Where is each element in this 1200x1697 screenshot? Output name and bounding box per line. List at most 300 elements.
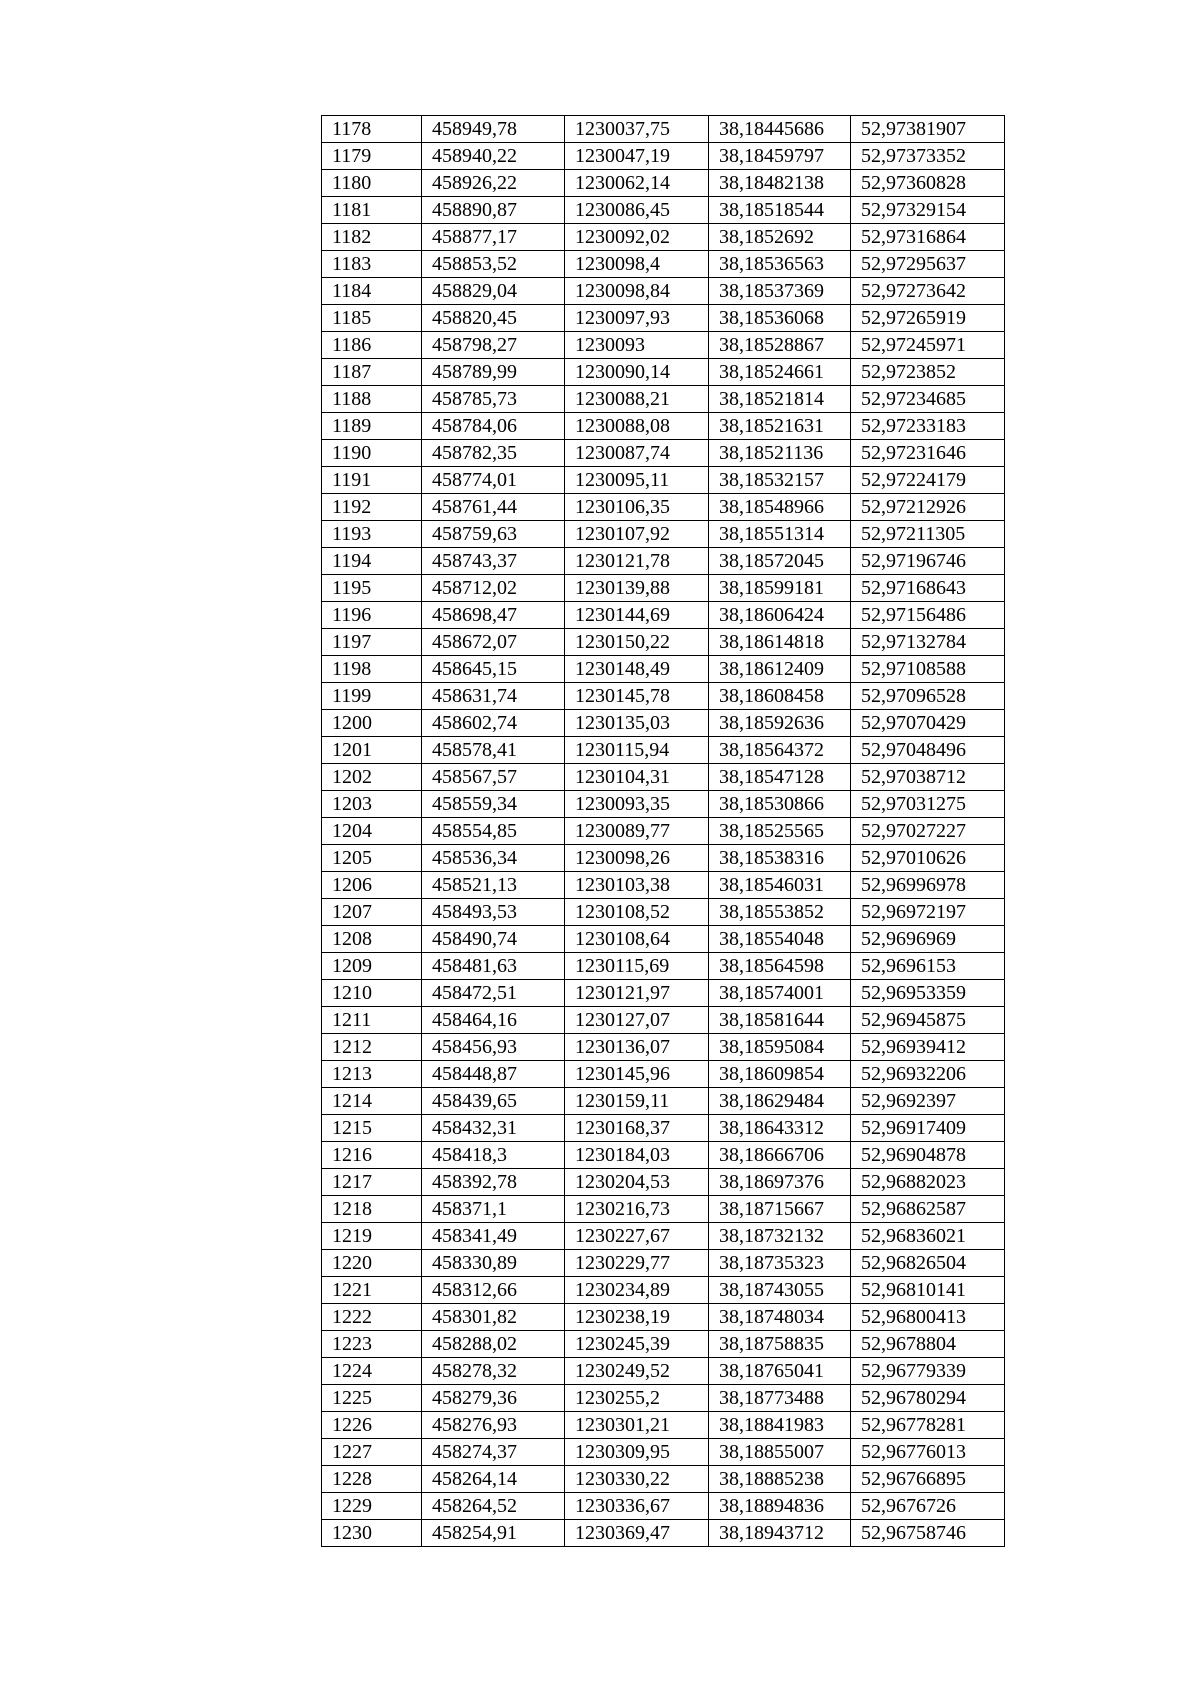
latitude-cell: 52,97265919: [851, 305, 1005, 332]
latitude-cell: 52,9692397: [851, 1088, 1005, 1115]
x-coordinate-cell: 458472,51: [422, 980, 565, 1007]
y-coordinate-cell: 1230108,64: [565, 926, 709, 953]
latitude-cell: 52,97027227: [851, 818, 1005, 845]
latitude-cell: 52,96810141: [851, 1277, 1005, 1304]
x-coordinate-cell: 458456,93: [422, 1034, 565, 1061]
latitude-cell: 52,96766895: [851, 1466, 1005, 1493]
longitude-cell: 38,18525565: [709, 818, 851, 845]
longitude-cell: 38,18758835: [709, 1331, 851, 1358]
table-row: [322, 1520, 1005, 1547]
table-row: [322, 1088, 1005, 1115]
latitude-cell: 52,97108588: [851, 656, 1005, 683]
point-number-cell: 1194: [322, 548, 422, 575]
table-row: [322, 764, 1005, 791]
longitude-cell: 38,1852692: [709, 224, 851, 251]
longitude-cell: 38,18612409: [709, 656, 851, 683]
y-coordinate-cell: 1230047,19: [565, 143, 709, 170]
point-number-cell: 1228: [322, 1466, 422, 1493]
y-coordinate-cell: 1230145,78: [565, 683, 709, 710]
y-coordinate-cell: 1230093: [565, 332, 709, 359]
longitude-cell: 38,18735323: [709, 1250, 851, 1277]
longitude-cell: 38,18595084: [709, 1034, 851, 1061]
table-row: [322, 1115, 1005, 1142]
x-coordinate-cell: 458743,37: [422, 548, 565, 575]
table-row: [322, 1358, 1005, 1385]
longitude-cell: 38,18530866: [709, 791, 851, 818]
longitude-cell: 38,18528867: [709, 332, 851, 359]
latitude-cell: 52,97231646: [851, 440, 1005, 467]
x-coordinate-cell: 458264,52: [422, 1493, 565, 1520]
table-row: [322, 737, 1005, 764]
latitude-cell: 52,97196746: [851, 548, 1005, 575]
x-coordinate-cell: 458341,49: [422, 1223, 565, 1250]
x-coordinate-cell: 458853,52: [422, 251, 565, 278]
longitude-cell: 38,18459797: [709, 143, 851, 170]
table-row: [322, 197, 1005, 224]
table-row: [322, 332, 1005, 359]
point-number-cell: 1208: [322, 926, 422, 953]
x-coordinate-cell: 458418,3: [422, 1142, 565, 1169]
table-row: [322, 143, 1005, 170]
coordinates-table: [321, 115, 1005, 1547]
latitude-cell: 52,97168643: [851, 575, 1005, 602]
longitude-cell: 38,18521631: [709, 413, 851, 440]
table-row: [322, 872, 1005, 899]
table-row: [322, 251, 1005, 278]
x-coordinate-cell: 458789,99: [422, 359, 565, 386]
table-row: [322, 1223, 1005, 1250]
latitude-cell: 52,97245971: [851, 332, 1005, 359]
y-coordinate-cell: 1230106,35: [565, 494, 709, 521]
y-coordinate-cell: 1230150,22: [565, 629, 709, 656]
point-number-cell: 1203: [322, 791, 422, 818]
latitude-cell: 52,96758746: [851, 1520, 1005, 1547]
x-coordinate-cell: 458493,53: [422, 899, 565, 926]
x-coordinate-cell: 458554,85: [422, 818, 565, 845]
longitude-cell: 38,18715667: [709, 1196, 851, 1223]
longitude-cell: 38,18748034: [709, 1304, 851, 1331]
y-coordinate-cell: 1230093,35: [565, 791, 709, 818]
y-coordinate-cell: 1230086,45: [565, 197, 709, 224]
table-row: [322, 413, 1005, 440]
point-number-cell: 1185: [322, 305, 422, 332]
table-row: [322, 1493, 1005, 1520]
latitude-cell: 52,9676726: [851, 1493, 1005, 1520]
table-row: [322, 467, 1005, 494]
table-row: [322, 278, 1005, 305]
table-row: [322, 170, 1005, 197]
longitude-cell: 38,18572045: [709, 548, 851, 575]
point-number-cell: 1181: [322, 197, 422, 224]
x-coordinate-cell: 458645,15: [422, 656, 565, 683]
table-row: [322, 926, 1005, 953]
point-number-cell: 1212: [322, 1034, 422, 1061]
table-row: [322, 602, 1005, 629]
longitude-cell: 38,18532157: [709, 467, 851, 494]
longitude-cell: 38,18518544: [709, 197, 851, 224]
y-coordinate-cell: 1230121,97: [565, 980, 709, 1007]
x-coordinate-cell: 458371,1: [422, 1196, 565, 1223]
latitude-cell: 52,97233183: [851, 413, 1005, 440]
longitude-cell: 38,18564372: [709, 737, 851, 764]
x-coordinate-cell: 458698,47: [422, 602, 565, 629]
table-row: [322, 548, 1005, 575]
x-coordinate-cell: 458448,87: [422, 1061, 565, 1088]
x-coordinate-cell: 458761,44: [422, 494, 565, 521]
y-coordinate-cell: 1230107,92: [565, 521, 709, 548]
longitude-cell: 38,18553852: [709, 899, 851, 926]
longitude-cell: 38,18773488: [709, 1385, 851, 1412]
y-coordinate-cell: 1230037,75: [565, 116, 709, 143]
y-coordinate-cell: 1230238,19: [565, 1304, 709, 1331]
y-coordinate-cell: 1230098,84: [565, 278, 709, 305]
table-row: [322, 899, 1005, 926]
latitude-cell: 52,96904878: [851, 1142, 1005, 1169]
point-number-cell: 1225: [322, 1385, 422, 1412]
point-number-cell: 1189: [322, 413, 422, 440]
latitude-cell: 52,97212926: [851, 494, 1005, 521]
y-coordinate-cell: 1230135,03: [565, 710, 709, 737]
y-coordinate-cell: 1230336,67: [565, 1493, 709, 1520]
latitude-cell: 52,97234685: [851, 386, 1005, 413]
point-number-cell: 1199: [322, 683, 422, 710]
longitude-cell: 38,18521814: [709, 386, 851, 413]
x-coordinate-cell: 458798,27: [422, 332, 565, 359]
point-number-cell: 1222: [322, 1304, 422, 1331]
point-number-cell: 1226: [322, 1412, 422, 1439]
latitude-cell: 52,97156486: [851, 602, 1005, 629]
point-number-cell: 1214: [322, 1088, 422, 1115]
table-row: [322, 224, 1005, 251]
latitude-cell: 52,96826504: [851, 1250, 1005, 1277]
table-row: [322, 1034, 1005, 1061]
y-coordinate-cell: 1230216,73: [565, 1196, 709, 1223]
table-row: [322, 359, 1005, 386]
table-row: [322, 1142, 1005, 1169]
y-coordinate-cell: 1230227,67: [565, 1223, 709, 1250]
longitude-cell: 38,18547128: [709, 764, 851, 791]
latitude-cell: 52,96996978: [851, 872, 1005, 899]
y-coordinate-cell: 1230229,77: [565, 1250, 709, 1277]
longitude-cell: 38,18643312: [709, 1115, 851, 1142]
latitude-cell: 52,96780294: [851, 1385, 1005, 1412]
latitude-cell: 52,97316864: [851, 224, 1005, 251]
y-coordinate-cell: 1230148,49: [565, 656, 709, 683]
x-coordinate-cell: 458312,66: [422, 1277, 565, 1304]
longitude-cell: 38,18732132: [709, 1223, 851, 1250]
table-row: [322, 1439, 1005, 1466]
point-number-cell: 1197: [322, 629, 422, 656]
y-coordinate-cell: 1230089,77: [565, 818, 709, 845]
latitude-cell: 52,96917409: [851, 1115, 1005, 1142]
point-number-cell: 1209: [322, 953, 422, 980]
x-coordinate-cell: 458567,57: [422, 764, 565, 791]
latitude-cell: 52,97381907: [851, 116, 1005, 143]
longitude-cell: 38,18609854: [709, 1061, 851, 1088]
point-number-cell: 1220: [322, 1250, 422, 1277]
table-row: [322, 521, 1005, 548]
table-row: [322, 1007, 1005, 1034]
longitude-cell: 38,18482138: [709, 170, 851, 197]
longitude-cell: 38,18521136: [709, 440, 851, 467]
x-coordinate-cell: 458264,14: [422, 1466, 565, 1493]
x-coordinate-cell: 458672,07: [422, 629, 565, 656]
x-coordinate-cell: 458940,22: [422, 143, 565, 170]
x-coordinate-cell: 458439,65: [422, 1088, 565, 1115]
y-coordinate-cell: 1230369,47: [565, 1520, 709, 1547]
point-number-cell: 1223: [322, 1331, 422, 1358]
latitude-cell: 52,9696969: [851, 926, 1005, 953]
point-number-cell: 1229: [322, 1493, 422, 1520]
longitude-cell: 38,18841983: [709, 1412, 851, 1439]
longitude-cell: 38,18551314: [709, 521, 851, 548]
x-coordinate-cell: 458829,04: [422, 278, 565, 305]
latitude-cell: 52,96779339: [851, 1358, 1005, 1385]
y-coordinate-cell: 1230088,08: [565, 413, 709, 440]
point-number-cell: 1216: [322, 1142, 422, 1169]
y-coordinate-cell: 1230095,11: [565, 467, 709, 494]
table-row: [322, 116, 1005, 143]
y-coordinate-cell: 1230062,14: [565, 170, 709, 197]
point-number-cell: 1215: [322, 1115, 422, 1142]
longitude-cell: 38,18538316: [709, 845, 851, 872]
latitude-cell: 52,96778281: [851, 1412, 1005, 1439]
x-coordinate-cell: 458602,74: [422, 710, 565, 737]
table-row: [322, 440, 1005, 467]
table-row: [322, 1250, 1005, 1277]
latitude-cell: 52,97031275: [851, 791, 1005, 818]
x-coordinate-cell: 458521,13: [422, 872, 565, 899]
x-coordinate-cell: 458890,87: [422, 197, 565, 224]
latitude-cell: 52,96945875: [851, 1007, 1005, 1034]
longitude-cell: 38,18606424: [709, 602, 851, 629]
y-coordinate-cell: 1230108,52: [565, 899, 709, 926]
table-row: [322, 1304, 1005, 1331]
x-coordinate-cell: 458926,22: [422, 170, 565, 197]
x-coordinate-cell: 458330,89: [422, 1250, 565, 1277]
point-number-cell: 1219: [322, 1223, 422, 1250]
y-coordinate-cell: 1230184,03: [565, 1142, 709, 1169]
latitude-cell: 52,96932206: [851, 1061, 1005, 1088]
longitude-cell: 38,18554048: [709, 926, 851, 953]
longitude-cell: 38,18445686: [709, 116, 851, 143]
point-number-cell: 1192: [322, 494, 422, 521]
point-number-cell: 1179: [322, 143, 422, 170]
table-row: [322, 575, 1005, 602]
point-number-cell: 1205: [322, 845, 422, 872]
y-coordinate-cell: 1230145,96: [565, 1061, 709, 1088]
x-coordinate-cell: 458279,36: [422, 1385, 565, 1412]
latitude-cell: 52,97360828: [851, 170, 1005, 197]
longitude-cell: 38,18743055: [709, 1277, 851, 1304]
longitude-cell: 38,18885238: [709, 1466, 851, 1493]
y-coordinate-cell: 1230087,74: [565, 440, 709, 467]
point-number-cell: 1196: [322, 602, 422, 629]
longitude-cell: 38,18574001: [709, 980, 851, 1007]
x-coordinate-cell: 458392,78: [422, 1169, 565, 1196]
y-coordinate-cell: 1230127,07: [565, 1007, 709, 1034]
point-number-cell: 1178: [322, 116, 422, 143]
point-number-cell: 1184: [322, 278, 422, 305]
latitude-cell: 52,97211305: [851, 521, 1005, 548]
y-coordinate-cell: 1230097,93: [565, 305, 709, 332]
point-number-cell: 1204: [322, 818, 422, 845]
table-row: [322, 791, 1005, 818]
x-coordinate-cell: 458785,73: [422, 386, 565, 413]
y-coordinate-cell: 1230136,07: [565, 1034, 709, 1061]
x-coordinate-cell: 458782,35: [422, 440, 565, 467]
point-number-cell: 1190: [322, 440, 422, 467]
latitude-cell: 52,97096528: [851, 683, 1005, 710]
point-number-cell: 1200: [322, 710, 422, 737]
y-coordinate-cell: 1230309,95: [565, 1439, 709, 1466]
longitude-cell: 38,18536068: [709, 305, 851, 332]
latitude-cell: 52,97132784: [851, 629, 1005, 656]
longitude-cell: 38,18581644: [709, 1007, 851, 1034]
x-coordinate-cell: 458278,32: [422, 1358, 565, 1385]
point-number-cell: 1183: [322, 251, 422, 278]
latitude-cell: 52,97010626: [851, 845, 1005, 872]
y-coordinate-cell: 1230098,4: [565, 251, 709, 278]
y-coordinate-cell: 1230103,38: [565, 872, 709, 899]
table-row: [322, 656, 1005, 683]
longitude-cell: 38,18608458: [709, 683, 851, 710]
table-row: [322, 1331, 1005, 1358]
x-coordinate-cell: 458712,02: [422, 575, 565, 602]
x-coordinate-cell: 458481,63: [422, 953, 565, 980]
y-coordinate-cell: 1230234,89: [565, 1277, 709, 1304]
latitude-cell: 52,96776013: [851, 1439, 1005, 1466]
point-number-cell: 1218: [322, 1196, 422, 1223]
point-number-cell: 1211: [322, 1007, 422, 1034]
y-coordinate-cell: 1230330,22: [565, 1466, 709, 1493]
latitude-cell: 52,96939412: [851, 1034, 1005, 1061]
x-coordinate-cell: 458774,01: [422, 467, 565, 494]
point-number-cell: 1182: [322, 224, 422, 251]
table-row: [322, 818, 1005, 845]
longitude-cell: 38,18599181: [709, 575, 851, 602]
latitude-cell: 52,9696153: [851, 953, 1005, 980]
y-coordinate-cell: 1230301,21: [565, 1412, 709, 1439]
table-row: [322, 683, 1005, 710]
x-coordinate-cell: 458559,34: [422, 791, 565, 818]
latitude-cell: 52,96882023: [851, 1169, 1005, 1196]
latitude-cell: 52,97070429: [851, 710, 1005, 737]
point-number-cell: 1201: [322, 737, 422, 764]
longitude-cell: 38,18546031: [709, 872, 851, 899]
table-row: [322, 1466, 1005, 1493]
point-number-cell: 1180: [322, 170, 422, 197]
latitude-cell: 52,97329154: [851, 197, 1005, 224]
y-coordinate-cell: 1230245,39: [565, 1331, 709, 1358]
latitude-cell: 52,96800413: [851, 1304, 1005, 1331]
longitude-cell: 38,18524661: [709, 359, 851, 386]
y-coordinate-cell: 1230090,14: [565, 359, 709, 386]
table-row: [322, 305, 1005, 332]
latitude-cell: 52,96836021: [851, 1223, 1005, 1250]
table-row: [322, 980, 1005, 1007]
y-coordinate-cell: 1230104,31: [565, 764, 709, 791]
table-row: [322, 386, 1005, 413]
point-number-cell: 1188: [322, 386, 422, 413]
x-coordinate-cell: 458631,74: [422, 683, 565, 710]
table-row: [322, 1061, 1005, 1088]
point-number-cell: 1230: [322, 1520, 422, 1547]
point-number-cell: 1195: [322, 575, 422, 602]
longitude-cell: 38,18548966: [709, 494, 851, 521]
point-number-cell: 1202: [322, 764, 422, 791]
latitude-cell: 52,97224179: [851, 467, 1005, 494]
table-row: [322, 1277, 1005, 1304]
y-coordinate-cell: 1230139,88: [565, 575, 709, 602]
table-row: [322, 953, 1005, 980]
x-coordinate-cell: 458464,16: [422, 1007, 565, 1034]
latitude-cell: 52,97038712: [851, 764, 1005, 791]
longitude-cell: 38,18855007: [709, 1439, 851, 1466]
longitude-cell: 38,18614818: [709, 629, 851, 656]
point-number-cell: 1186: [322, 332, 422, 359]
x-coordinate-cell: 458490,74: [422, 926, 565, 953]
x-coordinate-cell: 458578,41: [422, 737, 565, 764]
latitude-cell: 52,96953359: [851, 980, 1005, 1007]
y-coordinate-cell: 1230168,37: [565, 1115, 709, 1142]
x-coordinate-cell: 458949,78: [422, 116, 565, 143]
y-coordinate-cell: 1230255,2: [565, 1385, 709, 1412]
longitude-cell: 38,18666706: [709, 1142, 851, 1169]
y-coordinate-cell: 1230121,78: [565, 548, 709, 575]
table-row: [322, 1169, 1005, 1196]
x-coordinate-cell: 458301,82: [422, 1304, 565, 1331]
y-coordinate-cell: 1230115,94: [565, 737, 709, 764]
x-coordinate-cell: 458432,31: [422, 1115, 565, 1142]
y-coordinate-cell: 1230092,02: [565, 224, 709, 251]
point-number-cell: 1224: [322, 1358, 422, 1385]
point-number-cell: 1207: [322, 899, 422, 926]
y-coordinate-cell: 1230144,69: [565, 602, 709, 629]
longitude-cell: 38,18697376: [709, 1169, 851, 1196]
table-row: [322, 710, 1005, 737]
point-number-cell: 1198: [322, 656, 422, 683]
latitude-cell: 52,97295637: [851, 251, 1005, 278]
y-coordinate-cell: 1230088,21: [565, 386, 709, 413]
longitude-cell: 38,18536563: [709, 251, 851, 278]
x-coordinate-cell: 458784,06: [422, 413, 565, 440]
x-coordinate-cell: 458820,45: [422, 305, 565, 332]
point-number-cell: 1213: [322, 1061, 422, 1088]
point-number-cell: 1210: [322, 980, 422, 1007]
point-number-cell: 1187: [322, 359, 422, 386]
latitude-cell: 52,9678804: [851, 1331, 1005, 1358]
point-number-cell: 1227: [322, 1439, 422, 1466]
table-row: [322, 1385, 1005, 1412]
longitude-cell: 38,18564598: [709, 953, 851, 980]
x-coordinate-cell: 458276,93: [422, 1412, 565, 1439]
longitude-cell: 38,18894836: [709, 1493, 851, 1520]
table-row: [322, 629, 1005, 656]
point-number-cell: 1221: [322, 1277, 422, 1304]
coordinates-table-body: [322, 116, 1005, 1547]
longitude-cell: 38,18943712: [709, 1520, 851, 1547]
x-coordinate-cell: 458274,37: [422, 1439, 565, 1466]
point-number-cell: 1217: [322, 1169, 422, 1196]
y-coordinate-cell: 1230098,26: [565, 845, 709, 872]
y-coordinate-cell: 1230159,11: [565, 1088, 709, 1115]
point-number-cell: 1191: [322, 467, 422, 494]
table-row: [322, 1196, 1005, 1223]
table-row: [322, 494, 1005, 521]
y-coordinate-cell: 1230204,53: [565, 1169, 709, 1196]
x-coordinate-cell: 458759,63: [422, 521, 565, 548]
